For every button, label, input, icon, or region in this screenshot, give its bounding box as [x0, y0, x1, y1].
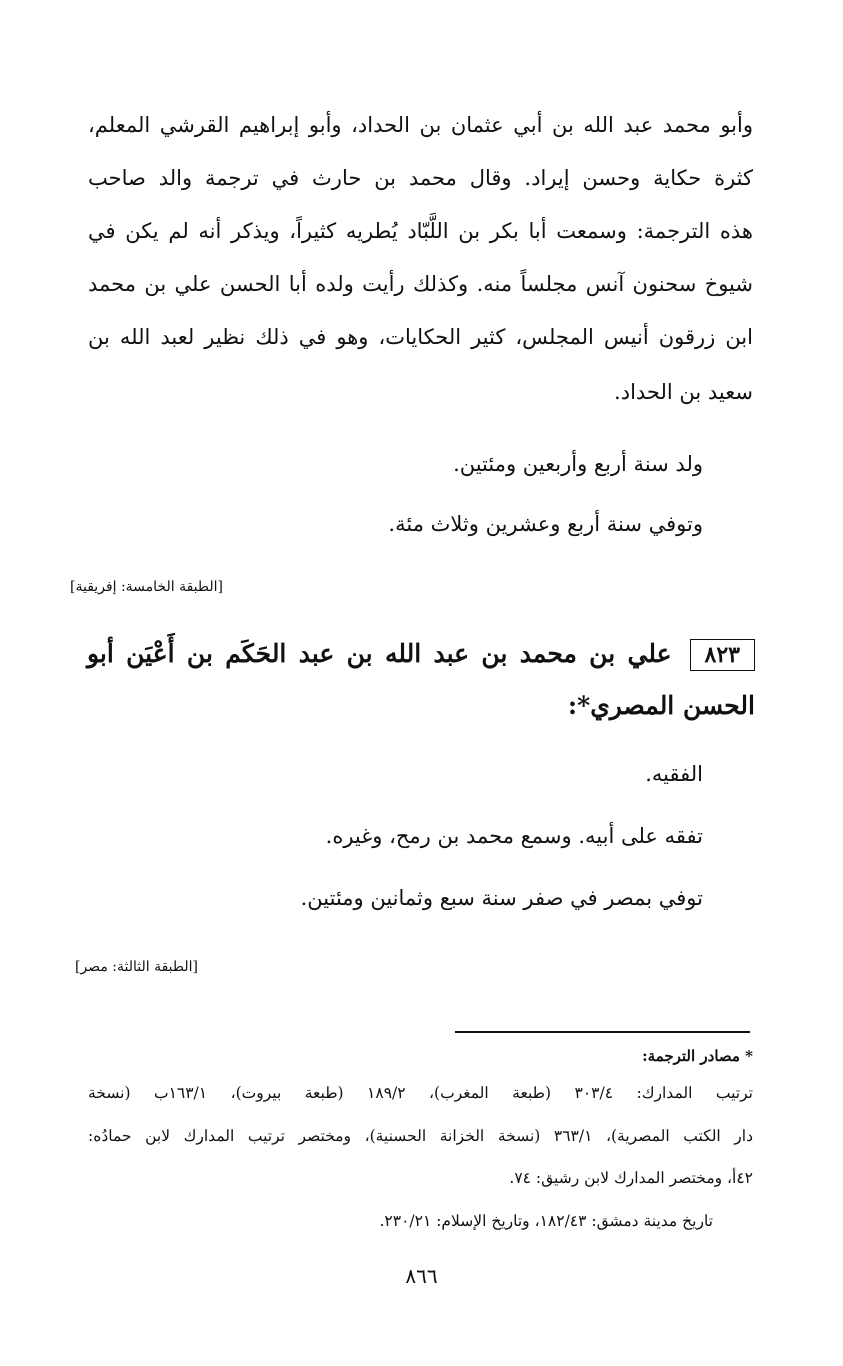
entry-title: علي بن محمد بن عبد الله بن عبد الحَكَم بن أَعْيَن أبو	[87, 639, 672, 668]
footnote-line: تاريخ مدينة دمشق: ١٨٢/٤٣، وتاريخ الإسلام: ٢٣٠/٢١.	[379, 1212, 713, 1230]
footnote-rule	[455, 1031, 750, 1033]
footnote-line: دار الكتب المصرية)، ٣٦٣/١ (نسخة الخزانة الحسنية)، ومختصر ترتيب المدارك لابن حمادُه:	[88, 1127, 753, 1145]
entry-heading	[87, 638, 755, 671]
tabaqa-label: [الطبقة الخامسة: إفريقية]	[70, 579, 223, 595]
death-line: وتوفي سنة أربع وعشرين وثلاث مئة.	[388, 512, 703, 536]
footnote-title: * مصادر الترجمة:	[642, 1047, 753, 1065]
birth-line: ولد سنة أربع وأربعين ومئتين.	[453, 452, 703, 476]
entry-line: توفي بمصر في صفر سنة سبع وثمانين ومئتين.	[300, 886, 703, 910]
entry-line: تفقه على أبيه. وسمع محمد بن رمح، وغيره.	[325, 824, 703, 848]
body-line: ابن زرقون أنيس المجلس، كثير الحكايات، وهو في ذلك نظير لعبد الله بن	[88, 325, 753, 349]
body-line: كثرة حكاية وحسن إيراد. وقال محمد بن حارث في ترجمة والد صاحب	[88, 166, 753, 190]
tabaqa-label: [الطبقة الثالثة: مصر]	[75, 959, 198, 975]
body-line: هذه الترجمة: وسمعت أبا بكر بن اللَّبّاد يُطريه كثيراً، ويذكر أنه لم يكن في	[88, 219, 753, 243]
entry-number: ٨٢٣	[690, 639, 755, 671]
body-line: وأبو محمد عبد الله بن أبي عثمان بن الحداد، وأبو إبراهيم القرشي المعلم،	[88, 113, 753, 137]
footnote-line: ٤٢أ، ومختصر المدارك لابن رشيق: ٧٤.	[509, 1169, 753, 1187]
page-number: ٨٦٦	[405, 1264, 438, 1288]
footnote-line: ترتيب المدارك: ٣٠٣/٤ (طبعة المغرب)، ١٨٩/٢ (طبعة بيروت)، ١٦٣/١ب (نسخة	[88, 1084, 753, 1102]
body-line: سعيد بن الحداد.	[614, 380, 753, 404]
entry-heading-cont: الحسن المصري*:	[567, 691, 755, 720]
body-line: شيوخ سحنون آنس مجلساً منه. وكذلك رأيت ولده أبا الحسن علي بن محمد	[88, 272, 753, 296]
entry-line: الفقيه.	[645, 762, 703, 786]
